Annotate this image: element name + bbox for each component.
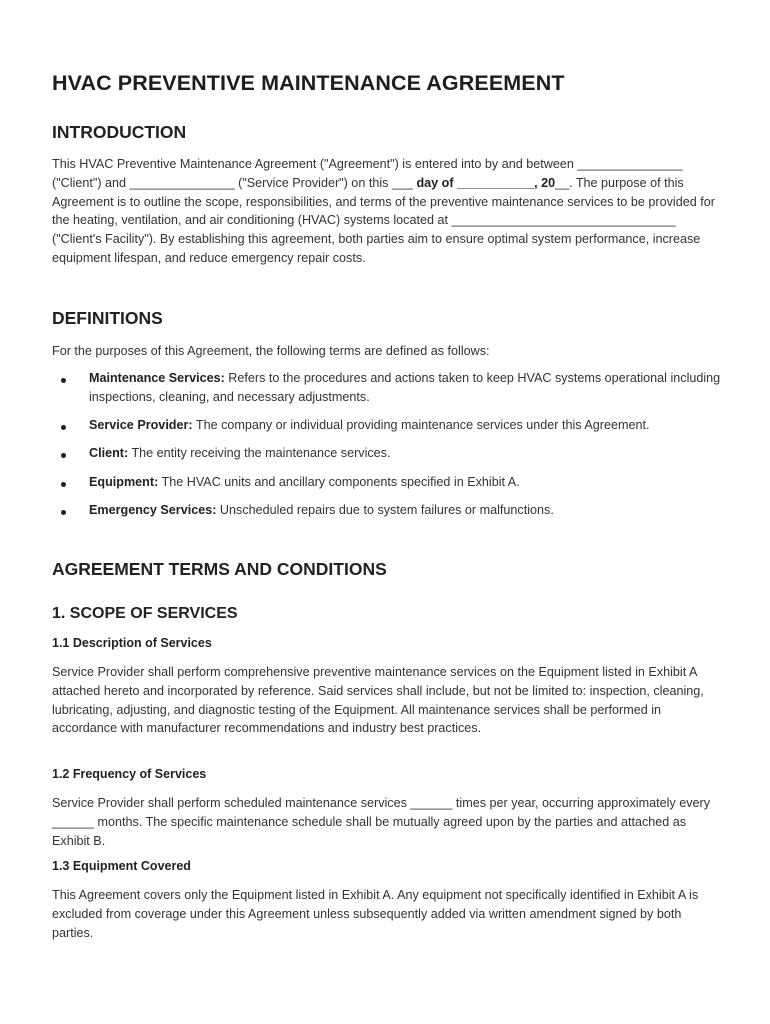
definition-term: Client: [89, 446, 129, 461]
definition-text: Unscheduled repairs due to system failures or malfunctions. [216, 502, 554, 517]
definition-item [52, 369, 722, 407]
scope-heading: 1. SCOPE OF SERVICES [52, 605, 238, 622]
frequency-of-services-text: Service Provider shall perform scheduled maintenance services ______ times per year, occurring approximately every ______ months. The specific maintenance schedule shall be mutually agreed upon by the parties and attached as Exhibit B. [52, 796, 710, 848]
frequency-of-services-heading: 1.2 Frequency of Services [52, 767, 207, 781]
description-of-services-text: Service Provider shall perform comprehensive preventive maintenance services on the Equipment listed in Exhibit A attached hereto and incorporated by reference. Said services shall include, but not be limited to: inspection, cleaning, lubricating, adjusting, and diagnostic testing of the Equipment. All maintenance services shall be performed in accordance with manufacturer recommendations and industry best practices. [52, 665, 704, 736]
definition-term: Emergency Services: [89, 502, 217, 517]
introduction-heading: INTRODUCTION [52, 122, 187, 142]
definition-item [52, 444, 722, 463]
equipment-covered-text: This Agreement covers only the Equipment listed in Exhibit A. Any equipment not specifically identified in Exhibit A is excluded from coverage under this Agreement unless subsequently added via written amendment signed by both parties. [52, 888, 699, 940]
bullet-icon [61, 378, 66, 383]
definitions-intro: For the purposes of this Agreement, the following terms are defined as follows: [52, 344, 490, 358]
definition-term: Equipment: [89, 474, 159, 489]
introduction-paragraph [52, 155, 722, 268]
definition-text: The entity receiving the maintenance services. [128, 446, 391, 461]
introduction-text-part2: __. The purpose of this Agreement is to outline the scope, responsibilities, and terms of the preventive maintenance services to be provided for the heating, ventilation, and air conditioning (HVAC) systems located at ________________________________ ("Client's Facility"). By establishing this agreement, both parties aim to ensure optimal system performance, increase equipment lifespan, and reduce emergency repair costs. [52, 175, 715, 265]
definition-item [52, 416, 722, 435]
document-title: HVAC PREVENTIVE MAINTENANCE AGREEMENT [52, 71, 565, 95]
definition-text: The HVAC units and ancillary components specified in Exhibit A. [158, 474, 520, 489]
introduction-text-part1: This HVAC Preventive Maintenance Agreement ("Agreement") is entered into by and between _______________ ("Client") and _______________ ("Service Provider") on this ___ [52, 157, 683, 190]
description-of-services-heading: 1.1 Description of Services [52, 636, 212, 650]
definition-item [52, 501, 722, 520]
definition-text: Refers to the procedures and actions taken to keep HVAC systems operational including inspections, cleaning, and necessary adjustments. [89, 371, 721, 404]
introduction-date-bold: day of ___________, 20 [416, 175, 556, 190]
terms-heading: AGREEMENT TERMS AND CONDITIONS [52, 559, 387, 579]
equipment-covered-heading: 1.3 Equipment Covered [52, 859, 191, 873]
definitions-heading: DEFINITIONS [52, 308, 163, 328]
definitions-list [52, 369, 722, 529]
definition-term: Service Provider: [89, 418, 193, 433]
bullet-icon [61, 453, 66, 458]
bullet-icon [61, 482, 66, 487]
definition-item [52, 473, 722, 492]
bullet-icon [61, 510, 66, 515]
bullet-icon [61, 425, 66, 430]
definition-term: Maintenance Services: [89, 371, 225, 385]
definition-text: The company or individual providing maintenance services under this Agreement. [192, 418, 650, 433]
